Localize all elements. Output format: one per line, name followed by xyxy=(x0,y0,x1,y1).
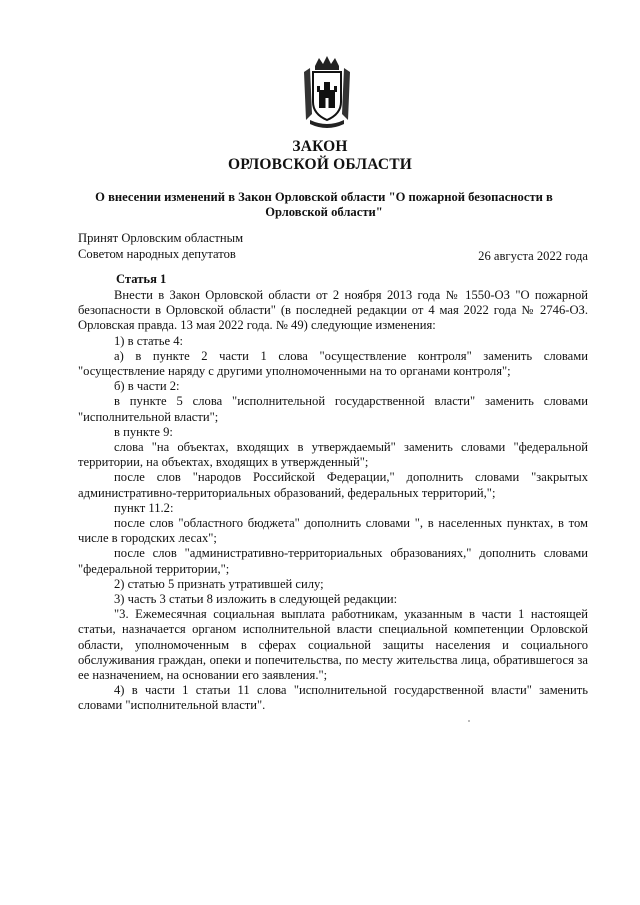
coat-of-arms-icon xyxy=(300,54,354,130)
article-paragraph: 3) часть 3 статьи 8 изложить в следующей редакции: xyxy=(114,592,398,607)
title-line-1: ЗАКОН xyxy=(292,138,348,155)
article-paragraph: в пункте 5 слова "исполнительной государственной власти" заменить словами "исполнительной власти"; xyxy=(78,394,588,424)
adoption-block xyxy=(78,230,338,262)
article-paragraph: 1) в статье 4: xyxy=(114,333,184,348)
article-paragraph: после слов "народов Российской Федерации," дополнить словами "закрытых административно-территориальных образований, федеральных территорий,"; xyxy=(78,470,588,500)
article-paragraph: Внести в Закон Орловской области от 2 ноября 2013 года № 1550-ОЗ "О пожарной безопасности в Орловской области" (в последней редакции от 4 мая 2022 года № 2746-ОЗ. Орловская правда. 13 мая 2022 года. № 49) следующие изменения: xyxy=(78,288,588,333)
adoption-line-1: Принят Орловским областным xyxy=(78,231,244,245)
adoption-date: 26 августа 2022 года xyxy=(478,249,588,263)
title-line-2: ОРЛОВСКОЙ ОБЛАСТИ xyxy=(227,156,413,173)
article-heading: Статья 1 xyxy=(116,272,167,286)
article-paragraph: после слов "административно-территориальных образованиях," дополнить словами "федеральной территории,"; xyxy=(78,546,588,576)
article-paragraph: 2) статью 5 признать утратившей силу; xyxy=(114,576,324,591)
adoption-line-2: Советом народных депутатов xyxy=(78,247,236,261)
law-subtitle: О внесении изменений в Закон Орловской области "О пожарной безопасности в Орловской области" xyxy=(95,190,553,219)
article-body xyxy=(78,288,588,714)
article-paragraph: в пункте 9: xyxy=(114,424,173,439)
article-paragraph: а) в пункте 2 части 1 слова "осуществление контроля" заменить словами "осуществление наряду с другими уполномоченными на то органами контроля"; xyxy=(78,348,588,379)
article-paragraph: пункт 11.2: xyxy=(114,500,174,515)
article-paragraph: после слов "областного бюджета" дополнить словами ", в населенных пунктах, в том числе в городских лесах"; xyxy=(78,516,588,546)
scan-speck xyxy=(468,720,470,722)
article-paragraph: б) в части 2: xyxy=(114,379,180,394)
article-paragraph: 4) в части 1 статьи 11 слова "исполнительной государственной власти" заменить словами "исполнительной власти". xyxy=(78,683,588,713)
law-title xyxy=(0,138,640,174)
article-paragraph: "3. Ежемесячная социальная выплата работникам, указанным в части 1 настоящей статьи, назначается органом исполнительной власти специальной компетенции Орловской области, уполномоченным в сферах социальной защиты населения и социального обслуживания граждан, опеки и попечительства, по месту жительства лица, обратившегося за ее назначением, на основании его заявления."; xyxy=(78,607,588,683)
article-paragraph: слова "на объектах, входящих в утверждаемый" заменить словами "федеральной территории, на объектах, входящих в утвержденный"; xyxy=(78,440,588,470)
